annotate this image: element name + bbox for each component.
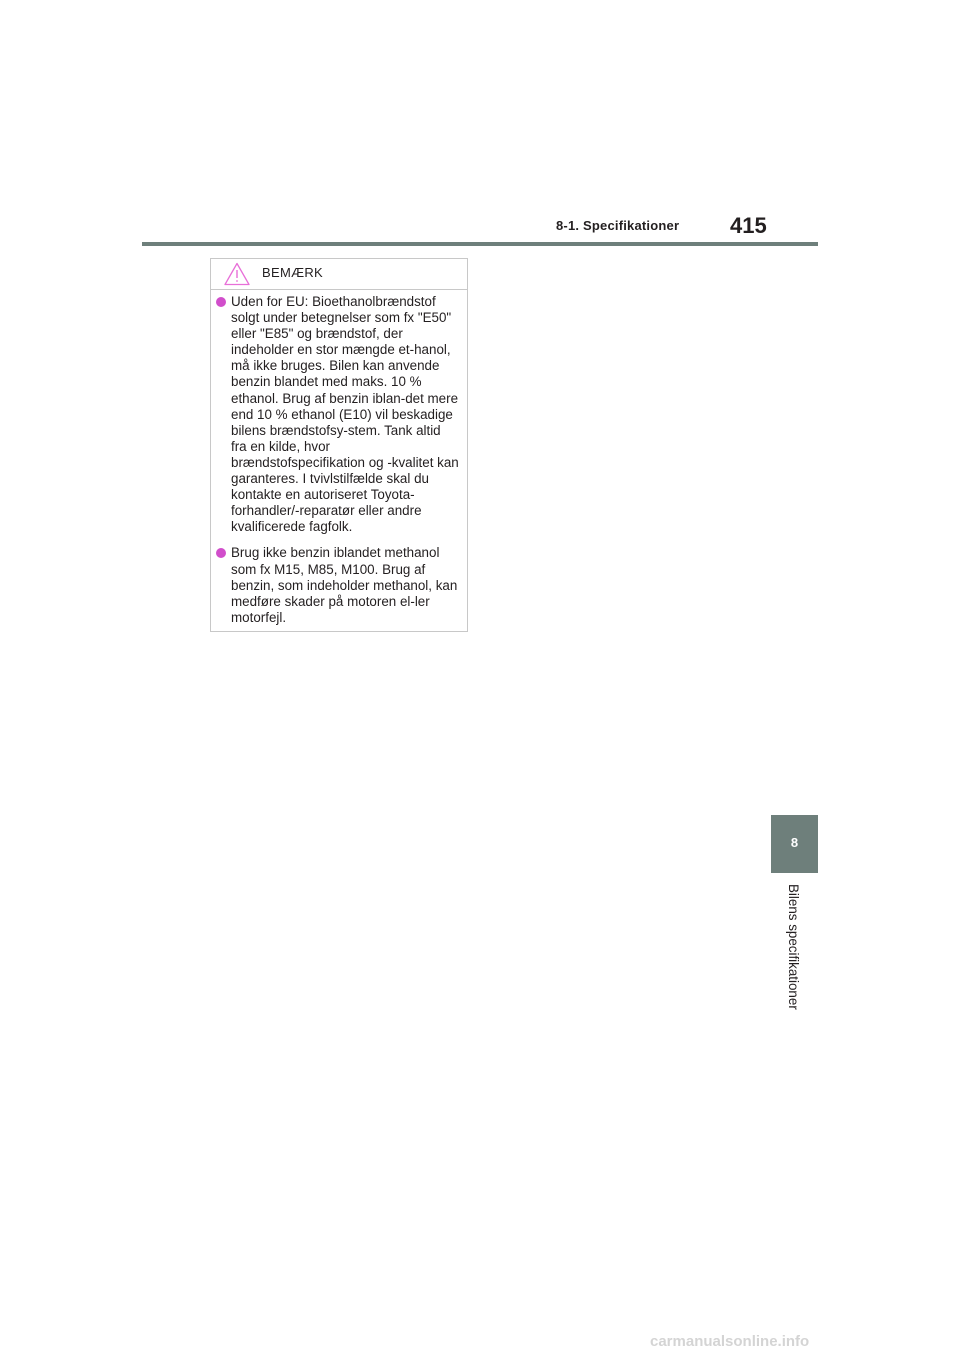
- section-title: 8-1. Specifikationer: [556, 218, 680, 233]
- bullet-dot-icon: [216, 297, 226, 307]
- chapter-number: 8: [790, 835, 799, 850]
- notice-bullet-text: Uden for EU: Bioethanolbrændstof solgt under betegnelser som fx "E50" eller "E85" og brændstof, der indeholder en stor mængde et-hanol, må ikke bruges. Bilen kan anvende benzin blandet med maks. 10 % ethanol. Brug af benzin iblan-det mere end 10 % ethanol (E10) vil beskadige bilens brændstofsy-stem. Tank altid fra en kilde, hvor brændstofspecifikation og -kvalitet kan garanteres. I tvivlstilfælde skal du kontakte en autoriseret Toyota-forhandler/-reparatør eller andre kvalificerede fagfolk.: [231, 294, 459, 535]
- notice-bullet-ethanol: [214, 294, 459, 535]
- header-rule: [142, 242, 818, 246]
- chapter-tab: [771, 815, 818, 873]
- warning-triangle-icon: [224, 262, 250, 286]
- notice-bullet-text: Brug ikke benzin iblandet methanol som fx M15, M85, M100. Brug af benzin, som indeholder methanol, kan medføre skader på motoren el-ler motorfejl.: [231, 545, 458, 625]
- footer-watermark: carmanualsonline.info: [650, 1333, 810, 1350]
- notice-title: BEMÆRK: [262, 265, 324, 280]
- notice-header: [211, 259, 467, 290]
- bullet-dot-icon: [216, 548, 226, 558]
- notice-bullet-methanol: [214, 545, 459, 625]
- page-number: 415: [730, 213, 767, 238]
- chapter-label: Bilens specifikationer: [786, 884, 801, 1010]
- notice-box: [210, 258, 468, 632]
